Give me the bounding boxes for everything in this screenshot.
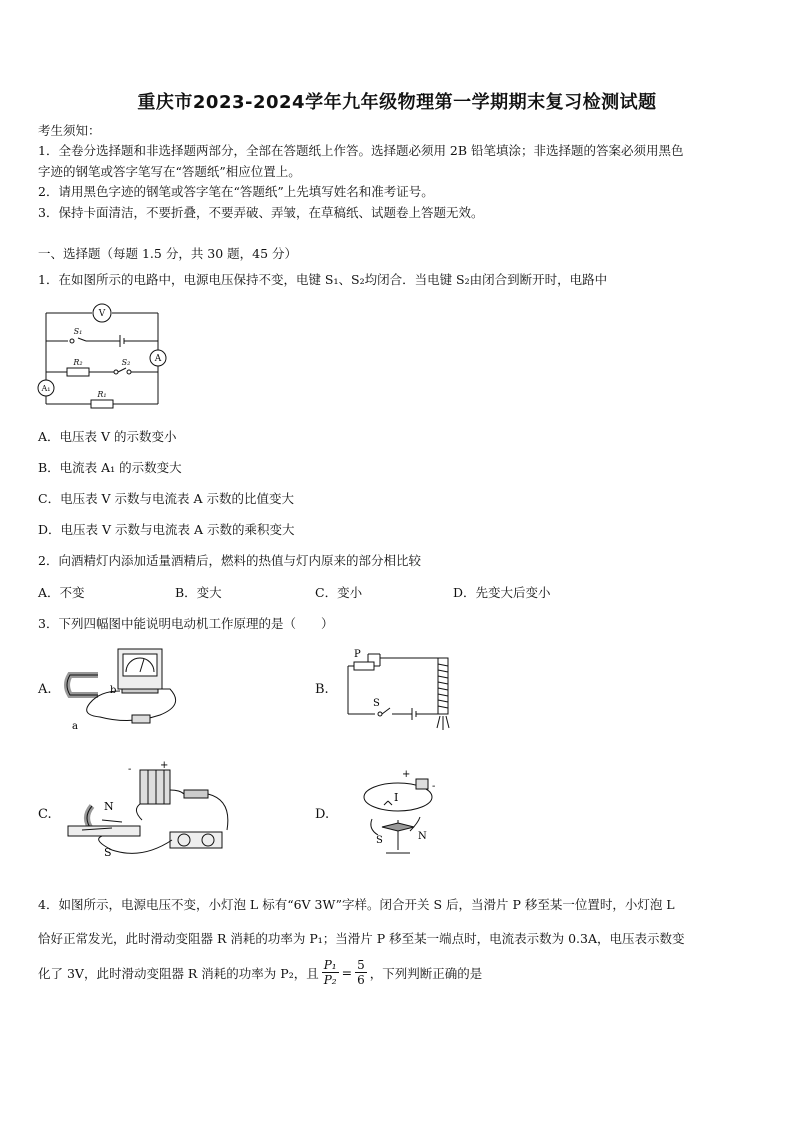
q1-circuit-figure xyxy=(34,302,169,410)
q1-option-b: B．电流表 A₁ 的示数变大 xyxy=(38,460,182,475)
q3-label-c: C. xyxy=(38,807,52,822)
fig-c-plus: + xyxy=(160,760,169,771)
q4-fraction-value xyxy=(355,958,367,987)
q1-stem: 1．在如图所示的电路中，电源电压保持不变，电键 S₁、S₂均闭合．当电键 S₂由闭合到断开时，电路中 xyxy=(38,272,608,287)
q4-line-3-post: ，下列判断正确的是 xyxy=(369,965,483,981)
fig-c-label-n: N xyxy=(104,800,114,813)
fig-b-label-s: S xyxy=(373,698,380,709)
q3-label-d: D. xyxy=(315,807,330,822)
q1-option-a: A．电压表 V 的示数变小 xyxy=(38,429,177,444)
q4-fraction-p xyxy=(322,958,339,987)
q4-equals: = xyxy=(341,965,353,980)
q4-frac-6: 6 xyxy=(357,973,365,987)
fig-c-label-s: S xyxy=(104,846,112,859)
q1-option-d: D．电压表 V 示数与电流表 A 示数的乘积变大 xyxy=(38,522,295,537)
notice-item-3: 3．保持卡面清洁，不要折叠，不要弄破、弄皱，在草稿纸、试题卷上答题无效。 xyxy=(38,205,484,220)
q3-stem: 3．下列四幅图中能说明电动机工作原理的是（ ） xyxy=(38,616,334,631)
q1-option-c: C．电压表 V 示数与电流表 A 示数的比值变大 xyxy=(38,491,295,506)
q4-frac-p1: P₁ xyxy=(323,958,337,972)
page-title: 重庆市2023-2024学年九年级物理第一学期期末复习检测试题 xyxy=(137,92,657,113)
r1-label: R₁ xyxy=(97,390,107,399)
fig-a-label-a: a xyxy=(72,721,78,732)
fig-d-plus: + xyxy=(402,769,411,780)
q3-label-a: A. xyxy=(38,682,52,697)
q4-line-3 xyxy=(38,958,482,987)
fig-d-label-i: I xyxy=(394,791,399,804)
q4-frac-5: 5 xyxy=(357,958,365,972)
q2-stem: 2．向酒精灯内添加适量酒精后，燃料的热值与灯内原来的部分相比较 xyxy=(38,553,421,568)
fig-b-label-p: P xyxy=(354,649,361,660)
notice-heading: 考生须知： xyxy=(38,123,101,138)
ammeter-a1-label: A₁ xyxy=(41,384,51,393)
q3-figure-d xyxy=(358,765,463,865)
voltmeter-label: V xyxy=(98,309,106,319)
q4-line-1: 4．如图所示，电源电压不变，小灯泡 L 标有“6V 3W”字样。闭合开关 S 后，当滑片 P 移至某一位置时，小灯泡 L xyxy=(38,897,675,912)
q3-figure-c xyxy=(62,760,252,870)
s1-label: S₁ xyxy=(73,327,83,336)
q3-figure-a xyxy=(60,645,200,735)
fig-d-minus: - xyxy=(432,781,436,792)
fig-c-minus: - xyxy=(128,764,132,775)
q2-option-d: D．先变大后变小 xyxy=(453,585,551,600)
q3-figure-b xyxy=(340,648,465,733)
q4-line-3-pre: 化了 3V，此时滑动变阻器 R 消耗的功率为 P₂，且 xyxy=(38,965,319,981)
q2-option-a: A．不变 xyxy=(38,585,85,600)
ammeter-label: A xyxy=(154,354,162,364)
q4-frac-p2: P₂ xyxy=(323,973,337,987)
r2-label: R₂ xyxy=(73,358,83,367)
q2-option-c: C．变小 xyxy=(315,585,363,600)
fig-a-label-b: b xyxy=(110,685,117,696)
section-heading: 一、选择题（每题 1.5 分，共 30 题，45 分） xyxy=(38,246,298,261)
q2-option-b: B．变大 xyxy=(175,585,222,600)
notice-item-2: 2．请用黑色字迹的钢笔或答字笔在“答题纸”上先填写姓名和准考证号。 xyxy=(38,184,434,199)
fig-d-label-n: N xyxy=(418,831,427,842)
q3-label-b: B. xyxy=(315,682,329,697)
s2-label: S₂ xyxy=(121,358,131,367)
fig-d-label-s: S xyxy=(376,835,383,846)
notice-item-1-cont: 字迹的钢笔或答字笔写在“答题纸”相应位置上。 xyxy=(38,164,301,179)
notice-item-1: 1．全卷分选择题和非选择题两部分，全部在答题纸上作答。选择题必须用 2B 铅笔填涂；非选择题的答案必须用黑色 xyxy=(38,143,684,158)
q4-line-2: 恰好正常发光，此时滑动变阻器 R 消耗的功率为 P₁；当滑片 P 移至某一端点时，电流表示数为 0.3A，电压表示数变 xyxy=(38,931,685,946)
